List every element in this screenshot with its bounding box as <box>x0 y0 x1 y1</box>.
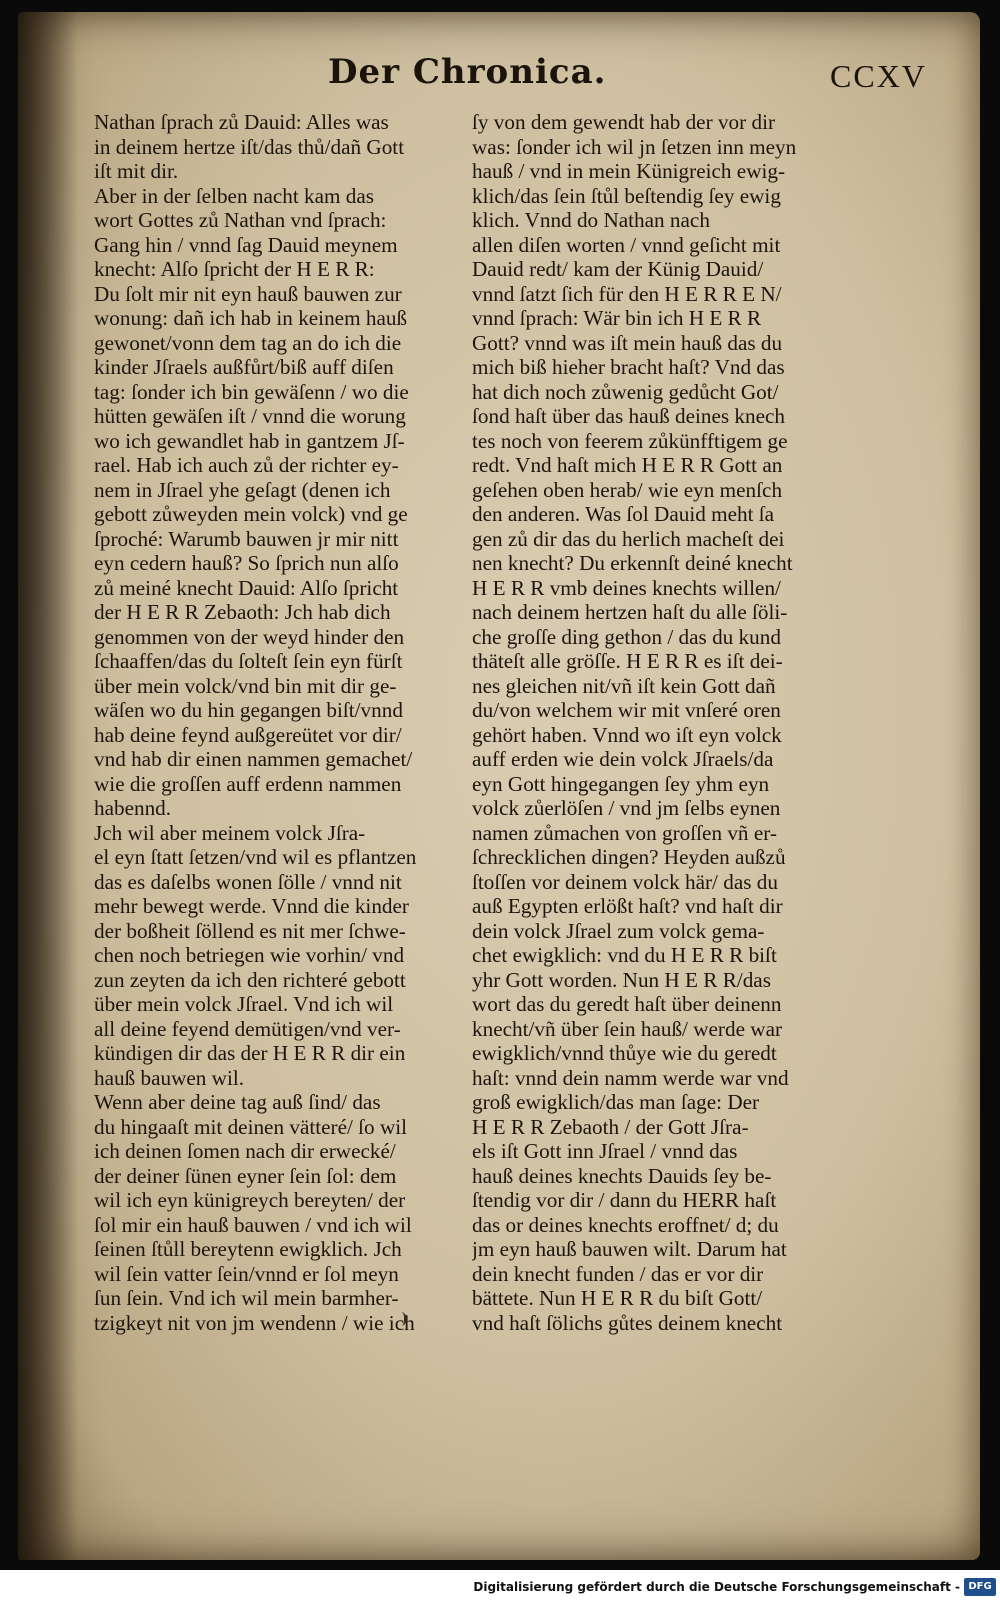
text-line: allen diſen worten / vnnd geſicht mit <box>472 232 781 257</box>
text-line: hauß bauwen wil. <box>94 1065 245 1090</box>
text-line: klich. Vnnd do Nathan nach <box>472 208 710 232</box>
text-line: che groſſe ding gethon / das du kund <box>472 624 781 649</box>
text-line: ewigklich/vnnd thůye wie du geredt <box>472 1041 777 1065</box>
text-line: du/von welchem wir mit vnſeré oren <box>472 698 781 722</box>
text-line: auff erden wie dein volck Jſraels/da <box>472 747 774 771</box>
text-line: der deiner ſünen eyner ſein ſol: dem <box>94 1163 397 1188</box>
text-line: den anderen. Was ſol Dauid meht ſa <box>472 502 775 526</box>
text-line: nes gleichen nit/vñ iſt kein Gott dañ <box>472 673 776 698</box>
text-column-right <box>472 110 848 1335</box>
text-line: mich biß hieher bracht haſt? Vnd das <box>472 355 785 379</box>
text-line: eyn Gott hingegangen ſey yhm eyn <box>472 771 770 796</box>
page-gutter-shadow <box>18 12 78 1560</box>
text-line: mehr bewegt werde. Vnnd die kinder <box>94 894 409 918</box>
text-line: auß Egypten erlößt haſt? vnd haſt dir <box>472 894 783 918</box>
text-line: Gang hin / vnnd ſag Dauid meynem <box>94 232 398 257</box>
text-line: chet ewigklich: vnd du H E R R biſt <box>472 943 777 967</box>
text-line: hab deine feynd außgereütet vor dir/ <box>94 722 402 747</box>
text-line: all deine feyend demütigen/vnd ver- <box>94 1016 401 1041</box>
text-line: zun zeyten da ich den richteré gebott <box>94 967 406 992</box>
text-line: das es daſelbs wonen ſölle / vnnd nit <box>94 869 402 894</box>
text-line: iſt mit dir. <box>94 159 179 183</box>
text-line: eyn cedern hauß? So ſprich nun alſo <box>94 551 399 575</box>
text-line: vnnd ſatzt ſich für den H E R R E N/ <box>472 281 782 306</box>
text-line: rael. Hab ich auch zů der richter ey- <box>94 453 399 477</box>
text-line: redt. Vnd haſt mich H E R R Gott an <box>472 453 783 477</box>
running-head-title: Der Chronica. <box>328 52 607 92</box>
text-line: gen zů dir das du herlich macheſt dei <box>472 526 785 551</box>
text-line: knecht/vñ über ſein hauß/ werde war <box>472 1016 783 1041</box>
text-line: gehört haben. Vnnd wo iſt eyn volck <box>472 722 782 747</box>
text-line: der H E R R Zebaoth: Jch hab dich <box>94 600 391 624</box>
text-line: chen noch betriegen wie vorhin/ vnd <box>94 943 405 967</box>
text-line: gewonet/vonn dem tag an do ich die <box>94 330 402 355</box>
text-line: ſtoſſen vor deinem volck här/ das du <box>472 869 778 894</box>
text-line: nen knecht? Du erkennſt deiné knecht <box>472 551 793 575</box>
text-line: Du ſolt mir nit eyn hauß bauwen zur <box>94 281 402 306</box>
text-line: knecht: Alſo ſpricht der H E R R: <box>94 257 375 281</box>
text-line: wort Gottes zů Nathan vnd ſprach: <box>94 208 387 232</box>
text-line: tag: ſonder ich bin gewäſenn / wo die <box>94 379 409 404</box>
text-line: wie die groſſen auff erdenn nammen <box>94 771 402 796</box>
text-line: ſchrecklichen dingen? Heyden außzů <box>472 845 786 869</box>
text-line: ſchaaffen/das du ſolteſt ſein eyn fürſt <box>94 649 403 673</box>
text-line: dein volck Jſrael zum volck gema- <box>472 918 765 943</box>
text-line: du hingaaſt mit deinen vätteré/ ſo wil <box>94 1114 408 1139</box>
text-line: H E R R Zebaoth / der Gott Jſra- <box>472 1114 749 1139</box>
text-line: der boßheit ſöllend es nit mer ſchwe- <box>94 918 406 943</box>
text-line: ſeinen ſtůll bereytenn ewigklich. Jch <box>94 1237 402 1261</box>
text-line: in deinem hertze iſt/das thů/dañ Gott <box>94 134 405 159</box>
text-line: genommen von der weyd hinder den <box>94 624 405 649</box>
book-page <box>18 12 980 1560</box>
text-line: nem in Jſrael yhe geſagt (denen ich <box>94 477 391 502</box>
text-line: el eyn ſtatt ſetzen/vnd wil es pflantzen <box>94 845 417 869</box>
text-line: vnd hab dir einen nammen gemachet/ <box>94 747 413 771</box>
text-line: klich/das ſein ſtůl beſtendig ſey ewig <box>472 183 781 208</box>
text-line: was: ſonder ich wil jn ſetzen inn meyn <box>472 134 797 159</box>
text-line: thäteſt alle gröſſe. H E R R es iſt dei- <box>472 649 783 673</box>
text-line: volck zůerlöſen / vnd jm ſelbs eynen <box>472 796 781 820</box>
text-line: hat dich noch zůwenig gedůcht Got/ <box>472 379 779 404</box>
dfg-logo-icon: DFG <box>964 1578 996 1596</box>
text-line: hütten gewäſen iſt / vnnd die worung <box>94 404 406 428</box>
text-line: über mein volck Jſrael. Vnd ich wil <box>94 992 394 1016</box>
text-line: wäſen wo du hin gegangen biſt/vnnd <box>94 698 403 722</box>
text-line: Dauid redt/ kam der Künig Dauid/ <box>472 257 764 281</box>
text-line: zů meiné knecht Dauid: Alſo ſpricht <box>94 575 399 600</box>
text-line: kündigen dir das der H E R R dir ein <box>94 1041 406 1065</box>
text-line: tzigkeyt nit von jm wendenn / wie ich <box>94 1310 415 1335</box>
text-line: dein knecht funden / das er vor dir <box>472 1261 764 1286</box>
text-line: namen zůmachen von groſſen vñ er- <box>472 820 777 845</box>
text-line: ſproché: Warumb bauwen jr mir nitt <box>94 526 399 551</box>
text-line: haſt: vnnd dein namm werde war vnd <box>472 1065 789 1090</box>
text-column-left <box>94 110 464 1335</box>
text-line: groß ewigklich/das man ſage: Der <box>472 1090 760 1114</box>
text-line: das or deines knechts eroffnet/ d; du <box>472 1212 779 1237</box>
text-line: nach deinem hertzen haſt du alle ſöli- <box>472 600 788 624</box>
text-line: Nathan ſprach zů Dauid: Alles was <box>94 110 389 134</box>
text-line: über mein volck/vnd bin mit dir ge- <box>94 673 397 698</box>
text-line: wil ſein vatter ſein/vnnd er ſol meyn <box>94 1261 399 1286</box>
text-line: ſond haſt über das hauß deines knech <box>472 404 786 428</box>
text-line: yhr Gott worden. Nun H E R R/das <box>472 967 771 992</box>
text-line: wonung: dañ ich hab in keinem hauß <box>94 306 408 330</box>
text-line: els iſt Gott inn Jſrael / vnnd das <box>472 1139 738 1163</box>
text-line: Aber in der ſelben nacht kam das <box>94 183 375 208</box>
text-line: habennd. <box>94 796 172 820</box>
text-line: wo ich gewandlet hab in gantzem Jſ- <box>94 428 405 453</box>
text-line: geſehen oben herab/ wie eyn menſch <box>472 477 783 502</box>
text-line: Jch wil aber meinem volck Jſra- <box>94 820 366 845</box>
text-line: H E R R vmb deines knechts willen/ <box>472 575 781 600</box>
text-line: ich deinen ſomen nach dir erwecké/ <box>94 1139 396 1163</box>
text-line: tes noch von feerem zůkünfftigem ge <box>472 428 788 453</box>
text-line: hauß deines knechts Dauids ſey be- <box>472 1163 772 1188</box>
text-line: ſol mir ein hauß bauwen / vnd ich wil <box>94 1212 412 1237</box>
text-line: ſtendig vor dir / dann du HERR haſt <box>472 1188 777 1212</box>
text-line: ſy von dem gewendt hab der vor dir <box>472 110 776 134</box>
text-line: wort das du geredt haſt über deinenn <box>472 992 782 1016</box>
footer-bar <box>0 1570 1000 1608</box>
folio-number: CCXV <box>830 58 927 94</box>
text-line: hauß / vnd in mein Künigreich ewig- <box>472 159 786 183</box>
text-line: vnnd ſprach: Wär bin ich H E R R <box>472 306 762 330</box>
text-line: gebott zůweyden mein volck) vnd ge <box>94 502 408 526</box>
digitization-credit: Digitalisierung gefördert durch die Deutsche Forschungsgemeinschaft - <box>473 1580 960 1594</box>
text-line: Gott? vnnd was iſt mein hauß das du <box>472 330 783 355</box>
text-line: kinder Jſraels außfůrt/biß auff diſen <box>94 355 394 379</box>
text-line: wil ich eyn künigreych bereyten/ der <box>94 1188 406 1212</box>
text-line: vnd haſt ſölichs gůtes deinem knecht <box>472 1310 783 1335</box>
text-line: bättete. Nun H E R R du biſt Gott/ <box>472 1286 763 1310</box>
text-line: jm eyn hauß bauwen wilt. Darum hat <box>472 1237 787 1261</box>
text-line: ſun ſein. Vnd ich wil mein barmher- <box>94 1286 399 1310</box>
text-line: Wenn aber deine tag auß ſind/ das <box>94 1090 381 1114</box>
